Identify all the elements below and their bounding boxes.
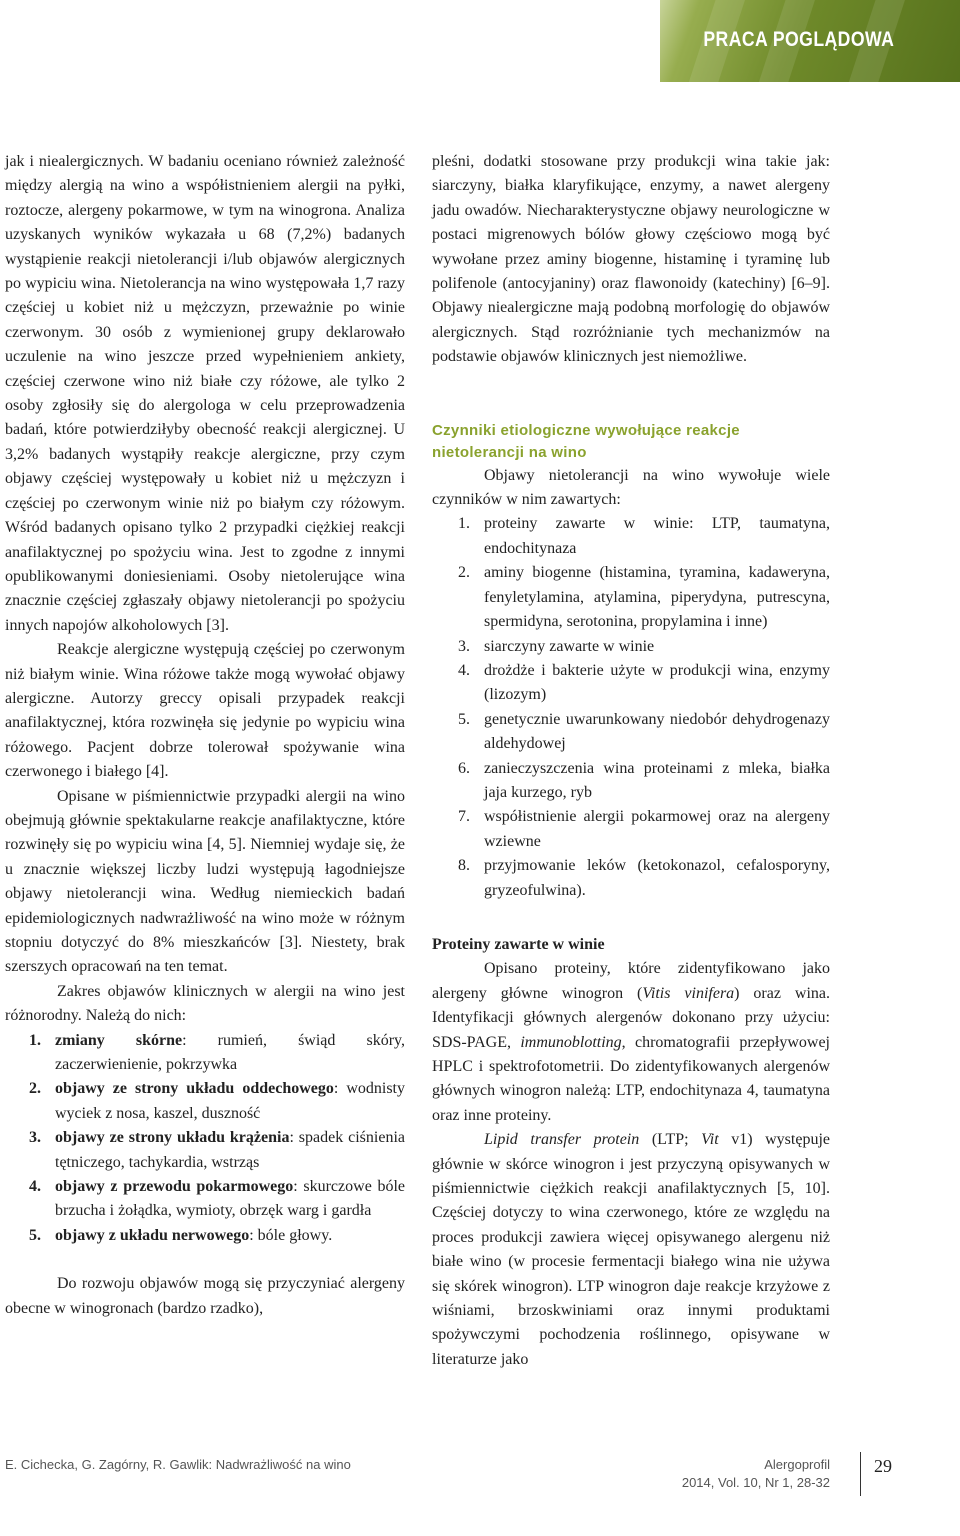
spacer xyxy=(432,903,830,933)
list-item xyxy=(5,1126,405,1175)
list-term: objawy z przewodu pokarmowego xyxy=(55,1178,294,1196)
list-number: 2. xyxy=(458,564,470,582)
list-text: : spadek ciśnienia tętniczego, tachykardia, wstrząs xyxy=(55,1129,405,1171)
list-text: siarczyny zawarte w winie xyxy=(484,637,655,655)
list-term: zmiany skórne xyxy=(55,1031,183,1049)
paragraph: Reakcje alergiczne występują częściej po czerwonym niż białym winie. Wina różowe także mogą wywołać objawy alergiczne. Autorzy greccy opisali przypadek reakcji anafilaktycznej, która rozwinęła się jedynie po wypiciu wina różowego. Pacjent dobrze tolerował spożywanie wina czerwonego i białego [4]. xyxy=(5,641,405,781)
list-term: objawy z układu nerwowego xyxy=(55,1226,250,1244)
list-item xyxy=(5,1077,405,1126)
italic-term: Vit xyxy=(701,1131,719,1149)
list-text: proteiny zawarte w winie: LTP, taumatyna, endochitynaza xyxy=(484,515,830,557)
list-text: : skurczowe bóle brzucha i żołądka, wymioty, obrzęk warg i gardła xyxy=(55,1178,405,1220)
list-item xyxy=(432,708,830,757)
subsection-heading: Proteiny zawarte w winie xyxy=(432,935,605,953)
text-run: v1) występuje głównie w skórce winogron i jest przyczyną opisywanych w piśmiennictwie ciężkich reakcji anafilaktycznych [5, 10]. Częściej dotyczy to wina czerwonego, które ze względu na proces produkcji zawiera więcej opisywanego alergenu niż białe wino (w procesie fermentacji białego wina nie używa się skórek winogron). LTP winogron daje reakcje krzyżowe z wiśniami, brzoskwiniami oraz innymi produktami spożywczymi pochodzenia roślinnego, opisywane w literaturze jako xyxy=(432,1131,830,1368)
section-heading: Czynniki etiologiczne wywołujące reakcje nietolerancji na wino xyxy=(432,421,740,461)
list-term: objawy ze strony układu oddechowego xyxy=(55,1080,334,1098)
list-text: : wodnisty wyciek z nosa, kaszel, duszność xyxy=(55,1080,405,1122)
list-item xyxy=(432,854,830,903)
spacer xyxy=(5,1248,405,1272)
list-text: aminy biogenne (histamina, tyramina, kadaweryna, fenyletylamina, atylamina, piperydyna, putrescyna, spermidyna, serotonina, propylamina i inne) xyxy=(484,564,830,631)
list-number: 5. xyxy=(458,710,470,728)
list-text: współistnienie alergii pokarmowej oraz na alergeny wziewne xyxy=(484,808,830,850)
journal-name: Alergoprofil xyxy=(764,1457,830,1472)
italic-term: immunoblotting xyxy=(520,1033,622,1051)
list-number: 1. xyxy=(458,515,470,533)
spacer xyxy=(432,370,830,420)
list-text: drożdże i bakterie użyte w produkcji wina, enzymy (lizozym) xyxy=(484,661,830,704)
list-item xyxy=(432,512,830,561)
page-number: 29 xyxy=(874,1456,892,1476)
list-text: : rumień, świąd skóry, zaczerwienienie, pokrzywka xyxy=(55,1031,406,1074)
paragraph: Zakres objawów klinicznych w alergii na wino jest różnorodny. Należą do nich: xyxy=(5,982,405,1025)
text-run: , chromatografii przepływowej HPLC i spektrofotometrii. Do zidentyfikowanych alergenów głównych winogron należą: LTP, endochitynaza 4, taumatyna oraz inne proteiny. xyxy=(432,1033,830,1124)
section-title: PRACA POGLĄDOWA xyxy=(703,28,894,51)
list-item xyxy=(432,805,830,854)
paragraph xyxy=(432,957,830,1128)
list-item xyxy=(5,1029,405,1078)
footer-authors: E. Cichecka, G. Zagórny, R. Gawlik: Nadwrażliwość na wino xyxy=(5,1457,351,1472)
italic-term: Vitis vinifera xyxy=(642,984,735,1002)
list-number: 7. xyxy=(458,808,470,826)
list-number: 3. xyxy=(29,1129,41,1147)
paragraph: Objawy nietolerancji na wino wywołuje wiele czynników w nim zawartych: xyxy=(432,466,830,509)
right-column xyxy=(432,150,830,1372)
list-item xyxy=(432,635,830,659)
paragraph: jak i niealergicznych. W badaniu oceniano również zależność między alergią na wino a współistnieniem alergii na pyłki, roztocze, alergeny pokarmowe, w tym na winogrona. Analiza uzyskanych wyników wykazała u 68 (7,2%) badanych wystąpienie reakcji nietolerancji i/lub objawów alergicznych po wypiciu wina. Nietolerancja na wino występowała 1,7 razy częściej u kobiet niż u mężczyzn, przeważnie po winie czerwonym. 30 osób z wymienionej grupy deklarowało uczulenie na wino jeszcze przed wypełnieniem ankiety, częściej czerwone wino niż białe czy różowe, ale tylko 2 osoby zgłosiły się do alergologa w celu przeprowadzenia badań, które potwierdziłyby obecność reakcji alergicznej. U 3,2% badanych wystąpiły reakcje alergiczne, przy czym objawy częściej występowały u kobiet niż u mężczyzn i częściej po czerwonym winie niż po białym czy różowym. Wśród badanych opisano tylko 2 przypadki ciężkiej reakcji anafilaktycznej po spożyciu wina. Jest to zgodne z innymi opublikowanymi doniesieniami. Osoby nietolerujące wina znacznie częściej zgłaszały objawy nietolerancji po spożyciu innych napojów alkoholowych [3]. xyxy=(5,153,405,634)
list-number: 1. xyxy=(29,1031,41,1049)
journal-issue: 2014, Vol. 10, Nr 1, 28-32 xyxy=(681,1475,830,1490)
list-item xyxy=(432,757,830,806)
section-banner xyxy=(660,0,960,82)
factors-list xyxy=(432,512,830,903)
list-text: zanieczyszczenia wina proteinami z mleka, białka jaja kurzego, ryb xyxy=(484,759,830,801)
list-item xyxy=(432,561,830,634)
list-text: : bóle głowy. xyxy=(249,1226,333,1244)
paragraph: Do rozwoju objawów mogą się przyczyniać alergeny obecne w winogronach (bardzo rzadko), xyxy=(5,1275,405,1317)
text-run: ) oraz wina. Identyfikacji głównych alergenów dokonano przy użyciu: SDS-PAGE, xyxy=(432,984,830,1051)
list-text: genetycznie uwarunkowany niedobór dehydrogenazy aldehydowej xyxy=(484,710,830,753)
paragraph: pleśni, dodatki stosowane przy produkcji wina takie jak: siarczyny, białka klaryfikujące, enzymy, a nawet alergeny jadu owadów. Niecharakterystyczne objawy neurologiczne w postaci migrenowych bólów głowy częściowo mogą być wywołane przez aminy biogenne, histaminę i tyraminę lub polifenole (antocyjaniny) oraz flawonoidy (katechiny) [6–9]. Objawy niealergiczne mają podobną morfologię do objawów alergicznych. Stąd rozróżnianie tych mechanizmów na podstawie objawów klinicznych jest niemożliwe. xyxy=(432,153,830,366)
text-run: (LTP; xyxy=(639,1131,702,1149)
list-number: 4. xyxy=(458,661,470,679)
list-number: 2. xyxy=(29,1080,41,1098)
paragraph xyxy=(432,1128,830,1372)
list-number: 4. xyxy=(29,1178,41,1196)
list-item xyxy=(432,659,830,708)
italic-term: Lipid transfer protein xyxy=(484,1131,640,1149)
footer-journal xyxy=(660,1456,830,1492)
list-item xyxy=(5,1224,405,1248)
list-number: 5. xyxy=(29,1226,41,1244)
left-column xyxy=(5,150,405,1321)
list-number: 6. xyxy=(458,759,470,777)
symptoms-list xyxy=(5,1029,405,1249)
list-term: objawy ze strony układu krążenia xyxy=(55,1129,290,1147)
list-text: przyjmowanie leków (ketokonazol, cefalosporyny, gryzeofulwina). xyxy=(484,857,830,899)
paragraph: Opisane w piśmiennictwie przypadki alergii na wino obejmują głównie spektakularne reakcje anafilaktyczne, które rozwinęły się po wypiciu wina [4, 5]. Niemniej wydaje się, że u znacznie większej liczby ludzi występują łagodniejsze objawy nietolerancji wina. Według niemieckich badań epidemiologicznych nadwrażliwość na wino może w różnym stopniu dotyczyć do 8% mieszkańców [3]. Niestety, brak szerszych opracowań na ten temat. xyxy=(5,787,405,976)
list-number: 8. xyxy=(458,857,470,875)
list-item xyxy=(5,1175,405,1224)
text-run: Opisano proteiny, które zidentyfikowano jako alergeny główne winogron ( xyxy=(432,960,830,1002)
list-number: 3. xyxy=(458,637,470,655)
footer-divider xyxy=(860,1452,861,1496)
